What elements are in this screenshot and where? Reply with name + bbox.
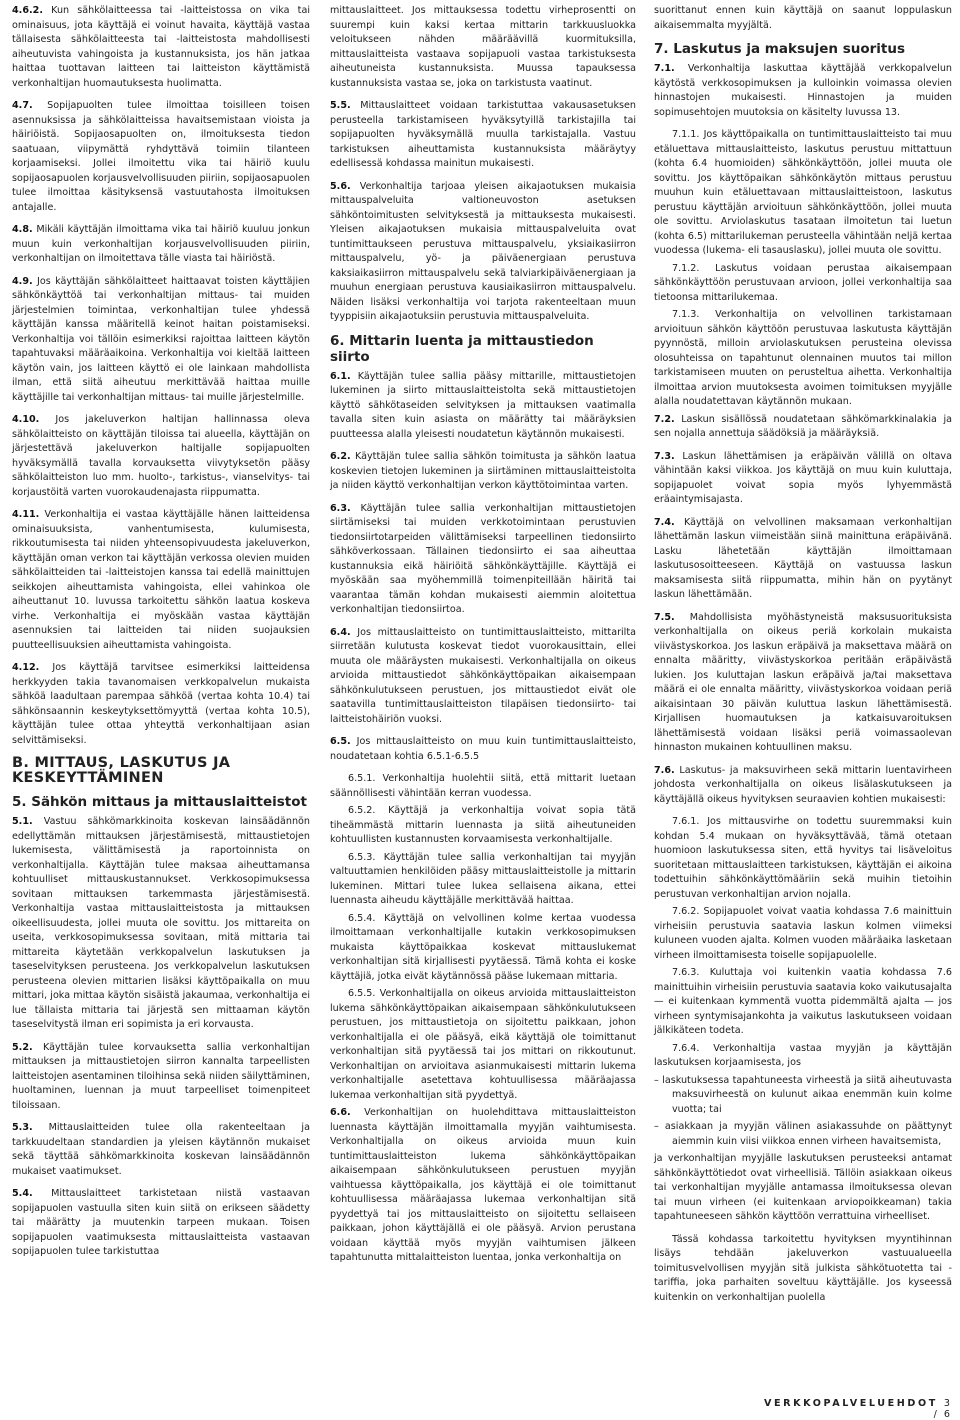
paragraph-text: – laskutuksessa tapahtuneesta virheestä ja siitä aiheutuvasta maksuvirheestä on kulunut aikaa enemmän kuin kolme vuotta; tai <box>654 1074 952 1115</box>
paragraph <box>654 413 952 442</box>
paragraph-text: Verkonhaltija laskuttaa käyttäjää verkkopalvelun käytöstä verkkosopimuksen ja kulloinkin voimassa olevien hinnastojen mukaisesti. Hinnastojen ja muiden sopimusehtojen muutoksia on käsitelty luvussa 13. <box>654 63 952 118</box>
paragraph <box>12 4 310 91</box>
paragraph <box>330 804 636 848</box>
paragraph <box>330 99 636 172</box>
paragraph <box>654 516 952 603</box>
clause-number: 4.6.2. <box>12 5 43 16</box>
paragraph <box>654 4 952 33</box>
paragraph-text: Vastuu sähkömarkkinoita koskevan lainsäädännön edellyttämän mittauksen järjestämisestä, mittaustietojen lukemisesta, välittämisestä ja raportoinnista on verkonhaltijalla. Käyttäjän tulee maksaa aiheuttamansa kohtuulliset mittauskustannukset. Verkkosopimuksessa sovitaan mittauksen tarkemmasta järjestämisestä. Verkonhaltija vastaa mittauslaitteistosta ja mittauksen oikeellisuudesta, jollei muuta ole sovittu. Jos mittareita on useita, verkkosopimuksessa sovitaan, mitä mittaria tai mittareita käytetään verkkopalvelun laskutuksen ja taseselvityksen perusteena. Jos verkkopalvelun laskutuksen perusteena olevien mittarien lisäksi käyttöpaikalla on muu mittari, joka mittaa käytön sisäistä jakaumaa, verkonhaltija ei lue tällaista mittaria tai järjestä sen mittaaman käytön taseselvitystä ilman eri sopimista ja eri korvausta. <box>12 816 310 1030</box>
clause-number: 5.4. <box>12 1188 33 1199</box>
heading-text: B. MITTAUS, LASKUTUS JA KESKEYTTÄMINEN <box>12 755 231 786</box>
clause-number: 4.12. <box>12 662 40 673</box>
paragraph <box>330 851 636 909</box>
paragraph-text: Jos käyttäjän sähkölaitteet haittaavat toisten käyttäjien sähkönkäyttöä tai verkonhaltijan mittaus- tai muiden järjestelmien toimintaa, verkonhaltijan tulee yhdessä käyttäjän kanssa määritellä keinot haitan poistamiseksi. Verkonhaltija voi tällöin esimerkiksi rajoittaa laitteen käytön tapahtuvaksi määräaikoina. Verkonhaltija voi kieltää laitteen käytön vain, jos laitteen käyttö ei ole lainkaan mahdollista ilman, että siitä aiheutuu merkittävää haittaa muille käyttäjille tai verkonhaltijan mittaus- tai muille järjestelmille. <box>12 275 310 403</box>
paragraph-text: Mittauslaitteiden tulee olla rakenteeltaan ja tarkkuudeltaan standardien ja yleisen käytännön mukaiset sekä täyttää sähkömarkkinoita koskevan lainsäädännön mukaiset vaatimukset. <box>12 1122 310 1177</box>
paragraph-text: Jos mittauslaitteisto on muu kuin tuntimittauslaitteisto, noudatetaan kohtia 6.5.1-6.5.5 <box>330 736 636 762</box>
paragraph-text: 6.5.4. Käyttäjä on velvollinen kolme kertaa vuodessa ilmoittamaan verkonhaltijalle kutakin verkkosopimuksen mukaista käyttöpaikkaa koskevat mittauslukemat verkonhaltijan sitä kirjallisesti pyytäessä. Tämä kohta ei koske käyttäjiä, jotka eivät käytännössä pääse lukemaan mittaria. <box>330 912 636 982</box>
paragraph-text: Käyttäjä on velvollinen maksamaan verkonhaltijan lähettämän laskun viimeistään siinä mainittuna eräpäivänä. Lasku lähetetään käyttäjän ilmoittamaan laskutusosoitteeseen. Käyttäjä on vastuussa laskun maksamisesta siitä riippumatta, mihin hän on pyytänyt laskun lähettämään. <box>654 516 952 600</box>
paragraph-text: 7.6.2. Sopijapuolet voivat vaatia kohdassa 7.6 mainittuin virheisiin perustuvia saatavia laskun kolmen viimeksi kuluneen vuoden ajalta. Kolmen vuoden määräaika lasketaan virheen ilmoittamisesta toiselle sopijapuolelle. <box>654 906 952 961</box>
column-left <box>12 4 310 1268</box>
clause-number: 5.1. <box>12 816 33 827</box>
section-heading <box>654 41 952 57</box>
heading-text: 6. Mittarin luenta ja mittaustiedon siirto <box>330 332 594 365</box>
clause-number: 6.2. <box>330 451 351 462</box>
column-middle <box>330 4 636 1274</box>
paragraph <box>654 1042 952 1071</box>
clause-number: 6.6. <box>330 1107 351 1118</box>
paragraph <box>330 626 636 728</box>
paragraph-text: 6.5.5. Verkonhaltijalla on oikeus arvioida mittauslaitteiston lukema sähkönkäyttöpaikan aikaisempaan sähkönkulutukseen perustuen, jos mittaustietoja on sijoitettu paikkaan, johon verkonhaltijalla ei ole pääsyä, eikä käyttäjä ole toimittanut verkonhaltijan sitä pyytäessä tai jos mittari on rikkoutunut. Verkonhaltijan on arvioitava asianmukaisesti mittarin lukema verkonhaltijalle asetettava kohtuullisessa määräajassa lukemaa verkonhaltijan sitä pyydettyä. <box>330 988 636 1101</box>
paragraph <box>654 611 952 756</box>
paragraph <box>12 1041 310 1114</box>
paragraph-text: Käyttäjän tulee sallia sähkön toimitusta ja sähkön laatua koskevien tietojen lukeminen ja siirtäminen mittauslaitteistolta ja niiden käyttö verkonhaltijan verkon käyttötoimintaa varten. <box>330 451 636 491</box>
clause-number: 7.3. <box>654 450 675 462</box>
paragraph <box>330 4 636 91</box>
clause-number: 4.11. <box>12 509 40 520</box>
paragraph-text: 7.1.3. Verkonhaltija on velvollinen tarkistamaan arvioituun sähkön käyttöön perustuvaa laskutusta käyttäjän pyynnöstä, milloin arviolaskutuksen perusteina olevissa olosuhteissa on tapahtunut olennainen muutos tai millon tarkistamiseen muuten on perusteltua aihetta. Verkonhaltija ilmoittaa arvion muutoksesta avoimen toimituksen myyjälle alalla noudatettavan käytännön mukaan. <box>654 309 952 407</box>
paragraph <box>654 905 952 963</box>
paragraph-text: Laskutus- ja maksuvirheen sekä mittarin luentavirheen johdosta verkonhaltijalla on oikeus lisälaskutukseen ja käyttäjällä oikeus hyvityksen seuraavien kohtien mukaisesti: <box>654 764 952 805</box>
paragraph-text: Laskun lähettämisen ja eräpäivän välillä on oltava vähintään kaksi viikkoa. Jos käyttäjä on muu kuin kuluttaja, sopijapuolet voivat sopia myös lyhyemmästä eräaintymisajasta. <box>654 450 952 505</box>
paragraph <box>330 912 636 985</box>
paragraph-text: 7.6.4. Verkonhaltija vastaa myyjän ja käyttäjän laskutuksen korjaamisesta, jos <box>654 1042 952 1068</box>
paragraph <box>330 370 636 443</box>
page-number: 3 / 6 <box>933 1398 952 1420</box>
paragraph <box>330 1106 636 1266</box>
paragraph-text: Mittauslaitteet voidaan tarkistuttaa vakausasetuksen perusteella tarkistamiseen hyväksytyillä tarkistajilla tai sopijapuolten hyväksymällä muulla tarkistajalla. Vastuu tarkistuksen aiheuttamista kustannuksista määräytyy edellisessä kohdassa mainitun mukaisesti. <box>330 100 636 169</box>
paragraph-text: 7.6.1. Jos mittausvirhe on todettu suuremmaksi kuin kohdan 5.4 mukaan on hyväksyttävää, tämä otetaan huomioon laskutuksessa siten, että hyvitys tai lisäveloitus suoritetaan mittauslaitteen tarkistuksen, käyttäjän ei aikoina todettuihin sähkönkäyttömääriin sekä muihin tietoihin perustuvan verkonhaltijan arvion nojalla. <box>654 816 952 900</box>
paragraph-text: ja verkonhaltijan myyjälle laskutuksen perusteeksi antamat sähkönkäyttötiedot ovat virheellisiä. Tällöin asiakkaan oikeus tai verkonhaltijan myyjälle antamassa ilmoituksessa olevan tai muun virheen (ei kuitenkaan arviopoikkeaman) takia tapahtuneeseen sähkön käyttöön verrattuina virheelliset. <box>654 1153 952 1222</box>
paragraph <box>12 1121 310 1179</box>
paragraph-text: Verkonhaltija tarjoaa yleisen aikajaotuksen mukaisia mittauspalveluita valtioneuvoston asetuksen sähköntoimitusten selvityksestä ja mittauksesta mukaisesti. Yleisen aikajaotuksen mukaisia mittauspalveluita ovat tuntimittaukseen perustuva mittauspalvelu, yksiaikasiirron mittauspalvelu, yö- ja päiväenergiaan perustuva kaksiaikasiirron mittauspalvelu sekä talviarkipäiväenergiaan ja muuhun energiaan perustuva kausiaikasiirron mittauspalvelu. Näiden lisäksi verkonhaltija voi tarjota rakenteeltaan muun tyyppisiin aikajaotuksiin perustuvia mittauspalveluita. <box>330 180 636 322</box>
paragraph <box>12 99 310 215</box>
paragraph-text: 6.5.1. Verkonhaltija huolehtii siitä, että mittarit luetaan säännöllisesti vähintään kerran vuodessa. <box>330 773 636 799</box>
paragraph-text: 7.6.3. Kuluttaja voi kuitenkin vaatia kohdassa 7.6 mainittuihin virheisiin perustuvia saatavia koko vaikutusajalta — ei kuitenkaan kymmentä vuotta pidemmältä ajalta — jos virheen syntymisajankohta ja vaikutus laskutukseen voidaan jälkikäteen todeta. <box>654 967 952 1036</box>
paragraph-text: Kun sähkölaitteessa tai -laitteistossa on vika tai ominaisuus, jota käyttäjä ei voinut havaita, käyttäjä vastaa tällaisesta sähkölaitteesta tai -laitteistosta mahdollisesti aiheutuvista vahingoista ja kustannuksista, jos hän jatkaa haittaa tuottavan laitteen tai laitteiston käyttämistä verkonhaltijan huomautuksesta huolimatta. <box>12 5 310 89</box>
heading-text: 7. Laskutus ja maksujen suoritus <box>654 41 905 57</box>
paragraph <box>654 62 952 120</box>
clause-number: 4.9. <box>12 275 33 287</box>
paragraph <box>654 764 952 808</box>
paragraph <box>654 128 952 259</box>
paragraph <box>12 661 310 748</box>
paragraph-text: 6.5.2. Käyttäjä ja verkonhaltija voivat sopia tätä tiheämmästä mittarin luennasta ja siitä aiheutuneiden kohtuullisten kustannusten korvaamisesta verkonhaltijalle. <box>330 805 636 845</box>
paragraph <box>330 180 636 325</box>
paragraph-text: Käyttäjän tulee sallia pääsy mittarille, mittaustietojen lukeminen ja siirto mittauslaitteistolta sekä mittaustietojen käyttö sähkötaseiden selvityksen ja mittauksen vaatimalla tavalla siten kuin asiasta on määrätty tai määräyksien puutteessa alalla yleisesti noudatetun käytännön mukaisesti. <box>330 370 636 440</box>
page-footer <box>760 1398 952 1420</box>
paragraph-text: – asiakkaan ja myyjän välinen asiakassuhde on päättynyt aiemmin kuin viisi viikkoa ennen virheen havaitsemista, <box>654 1121 952 1147</box>
paragraph <box>330 987 636 1103</box>
paragraph <box>654 1152 952 1225</box>
clause-number: 6.1. <box>330 370 351 382</box>
paragraph-text: 7.1.2. Laskutus voidaan perustaa aikaisempaan sähkönkäyttöön perustuvaan arvioon, jollei verkonhaltija saa tietoonsa mittarilukemaa. <box>654 262 952 303</box>
heading-text: 5. Sähkön mittaus ja mittauslaitteistot <box>12 794 307 810</box>
paragraph-text: Verkonhaltijan on huolehdittava mittauslaitteiston luennasta käyttäjän ilmoittamalla myyjän vaihtumisesta. Verkonhaltijalla on oikeus arvioida muun kuin tuntimittauslaitteiston lukema sähkönkäyttöpaikan aikaisempaan sähkönkulutukseen perustuen myyjän vaihtuessa käyttöpaikalla, jos käyttäjä ei ole toimittanut kohtuullisessa määräajassa lukemaa verkonhaltijan sitä pyydettyä tai jos mittauslaitteisto on sijoitettu sellaiseen paikkaan, johon käyttäjällä ei ole pääsyä. Arvion perustana voidaan käyttää myös myyjän vaihtumisen jälkeen tapahtunutta mittalaitteiston luentaa, jonka verkonhaltija on <box>330 1107 636 1263</box>
paragraph-text: Verkonhaltija ei vastaa käyttäjälle hänen laitteidensa ominaisuuksista, vanhentumisesta, kulumisesta, rikkoutumisesta tai niiden yhteensopivuudesta jakeluverkon, käyttäjän oman verkon tai käyttäjän verkossa olevien muiden sähkölaitteiden tai -laitteistojen kanssa tai edellä mainittujen seikkojen aiheuttamista vahingoista, ellei vahinkoa ole aiheuttanut 10. luvussa tarkoitettu sähkön laatua koskeva virhe. Verkonhaltija ei myöskään vastaa käyttäjän asennuksien tai laitteiden tai niiden suojauksien puutteellisuuksien aiheuttamista vahingoista. <box>12 509 310 651</box>
paragraph-text: Sopijapuolten tulee ilmoittaa toisilleen toisen asennuksissa ja sähkölaitteissa havaitsemistaan vioista ja häiriöistä. Sopijaosapuolten on, ilmoituksesta tiedon saatuaan, viipymättä ryhdyttävä toimiin tilanteen korjaamiseksi. Jollei ilmoitettu vika tai häiriö kuulu sopijaosapuolen korjausvelvollisuuden piiriin, sopijaosapuolen tulee ilmoittaa käsityksensä vastuutahosta ilmoituksen antajalle. <box>12 100 310 213</box>
paragraph <box>654 1074 952 1118</box>
paragraph-text: Mahdollisista myöhästyneistä maksusuorituksista verkonhaltijalla on oikeus periä korkolain mukaista viivästyskorkoa. Jos laskun eräpäivä ja maksettava määrä on ennalta määritty, viivästyskorkoa peritään eräpäivästä lukien. Jos kuluttajan laskun eräpäivä ja/tai maksettava määrä ei ole ennalta määritty, viivästyskorkoa voidaan periä aikaisintaan 30 päivän kuluttua laskun lähettämisestä. Kirjallisen huomautuksen ja katkaisuvaroituksen lähettämisestä voidaan lisäksi periä voimassaolevan hinnaston mukainen kohtuullinen maksu. <box>654 611 952 753</box>
paragraph-text: suorittanut ennen kuin käyttäjä on saanut loppulaskun aikaisemmalta myyjältä. <box>654 5 952 31</box>
paragraph-text: mittauslaitteet. Jos mittauksessa todettu virheprosentti on suurempi kuin kaksi kertaa mittarin tarkkuusluokka veloitukseen nähden määräävillä kuormituksilla, mittauslaitteista vastaava sopijapuoli vastaa tarkistuksesta aiheutuneista kustannuksista. Muussa tapauksessa kustannuksista vastaa se, joka on tarkistusta vaatinut. <box>330 5 636 89</box>
paragraph <box>12 413 310 500</box>
paragraph-text: Käyttäjän tulee korvauksetta sallia verkonhaltijan mittauksen ja mittaustietojen siirron kannalta tarpeellisten laitteistojen asentaminen tiloihinsa sekä niiden säilyttäminen, huoltaminen, luennan ja muut tarpeelliset toimenpiteet tiloissaan. <box>12 1041 310 1111</box>
clause-number: 5.2. <box>12 1041 33 1053</box>
paragraph-text: Jos käyttäjä tarvitsee esimerkiksi laitteidensa herkkyyden takia tavanomaisen verkkopalvelun mukaista sähköä laadultaan parempaa sähköä (vertaa kohta 10.4) tai sähkönsaannin keskeytyksettömyyttä (vertaa kohta 10.5), käyttäjän tulee ottaa yhteyttä verkonhaltijaan asian selvittämiseksi. <box>12 662 310 746</box>
paragraph <box>12 223 310 267</box>
paragraph-text: Mikäli käyttäjän ilmoittama vika tai häiriö kuuluu jonkun muun kuin verkonhaltijan korjausvelvollisuuden piiriin, verkonhaltijan on ilmoitettava tälle viasta tai häiriöstä. <box>12 224 310 264</box>
paragraph <box>12 1187 310 1260</box>
clause-number: 7.1. <box>654 63 675 74</box>
clause-number: 5.6. <box>330 180 351 192</box>
clause-number: 5.5. <box>330 100 351 111</box>
clause-number: 7.2. <box>654 413 675 425</box>
paragraph-text: 7.1.1. Jos käyttöpaikalla on tuntimittauslaitteisto tai muu etäluettava mittauslaitteisto, laskutus perustuu mittattuun (kohta 6.4 huomioiden) sähkönkäyttöön, jollei muuta ole sovittu. Jos käyttöpaikan sähkönkäytön mittaus perustuu muuhun kuin etäluettavaan mittauslaitteistoon, laskutus perustuu käyttäjän arvioituun sähkönkäyttöön, jollei muuta ole sovittu. Arviolaskutus tasataan ilmoitetun tai luetun (kohta 6.5) mittarilukeman perusteella vähintään neljä kertaa vuodessa (lukema- eli tasauslasku), jollei muuta ole sovittu. <box>654 129 952 256</box>
clause-number: 7.5. <box>654 611 675 623</box>
paragraph-text: Mittauslaitteet tarkistetaan niistä vastaavan sopijapuolen vastuulla siten kuin siitä on erikseen säädetty tai määrätty ja muutenkin tarpeen mukaan. Toisen sopijapuolen vaatimuksesta mittauslaitteista vastaavan sopijapuolen tulee tarkistuttaa <box>12 1188 310 1257</box>
column-right <box>654 4 952 1308</box>
clause-number: 6.5. <box>330 736 351 747</box>
section-heading <box>12 756 310 786</box>
clause-number: 5.3. <box>12 1122 33 1133</box>
paragraph-text: Käyttäjän tulee sallia verkonhaltijan mittaustietojen siirtämiseksi tai muiden verkkotoimintaan perustuvien tiedonsiirtotarpeiden välittämiseksi tarpeellinen tiedonsiirto sähköverkossaan. Tällainen tiedonsiirto ei saa aiheuttaa kustannuksia eikä häiriöitä sähkönkäyttäjille. Käyttäjä ei myöskään saa myöhemmillä toimenpiteillään häiritä tai vaarantaa tämän kohdan mukaisesti aiemmin aloitettua verkonhaltijan tiedonsiirtoa. <box>330 502 636 615</box>
paragraph <box>330 502 636 618</box>
section-heading <box>330 333 636 365</box>
clause-number: 7.4. <box>654 516 675 528</box>
clause-number: 7.6. <box>654 764 675 776</box>
paragraph <box>12 508 310 653</box>
paragraph <box>654 1120 952 1149</box>
footer-title: VERKKOPALVELUEHDOT <box>763 1398 938 1409</box>
paragraph <box>654 1233 952 1306</box>
paragraph <box>654 450 952 508</box>
clause-number: 6.3. <box>330 502 351 514</box>
paragraph <box>12 275 310 406</box>
paragraph-text: 6.5.3. Käyttäjän tulee sallia verkonhaltijan tai myyjän valtuuttamien henkilöiden pääsy mittauslaitteistolle ja mittarin lukeminen. Mittari tulee lukea sellaisena aikana, ettei luennasta aiheudu käyttäjälle merkittävää haittaa. <box>330 851 636 906</box>
paragraph <box>654 262 952 306</box>
clause-number: 4.10. <box>12 414 40 425</box>
clause-number: 4.8. <box>12 224 33 235</box>
paragraph-text: Laskun sisällössä noudatetaan sähkömarkkinalakia ja sen nojalla annettuja säädöksiä ja määräyksiä. <box>654 413 952 439</box>
paragraph-text: Jos jakeluverkon haltijan hallinnassa oleva sähkölaitteisto on käyttäjän tiloissa tai alueella, käyttäjän on järjestettävä jakeluverkon haltijalle sopijapuolten hyväksymällä tavalla korvauksetta viivytyksetön pääsy sähkölaitteiston luo mm. huolto-, tarkistus-, vianselvitys- tai korjaustöitä varten vuorokaudenajasta riippumatta. <box>12 414 310 498</box>
clause-number: 4.7. <box>12 100 33 111</box>
paragraph-text: Tässä kohdassa tarkoitettu hyvityksen myyntihinnan lisäys tehdään jakeluverkon vastuualueella toimitusvelvollisen myyjän sitä julkista sähkötuotetta tai -tariffia, joka parhaiten soveltuu käyttäjälle. Jos kyseessä kuitenkin on verkonhaltijan puolella <box>654 1233 952 1303</box>
paragraph <box>330 450 636 494</box>
clause-number: 6.4. <box>330 626 351 638</box>
section-heading <box>12 794 310 810</box>
paragraph <box>654 966 952 1039</box>
paragraph <box>654 815 952 902</box>
paragraph <box>654 308 952 410</box>
paragraph <box>330 735 636 764</box>
paragraph <box>12 815 310 1033</box>
paragraph-text: Jos mittauslaitteisto on tuntimittauslaitteisto, mittarilta siirretään kulutusta koskevat tiedot vuorokausittain, ellei muuta ole määräysten mukaisesti. Verkonhaltijalla on oikeus arvioida mittaustiedot sähkönkäyttöpaikan aikaisempaan sähkönkulutukseen perustuen, jos mittaustiedot eivät ole saatavilla tuntimittauslaitteiston tilapäisen tiedonsiirto- tai laitteistohäiriön vuoksi. <box>330 626 636 725</box>
paragraph <box>330 772 636 801</box>
